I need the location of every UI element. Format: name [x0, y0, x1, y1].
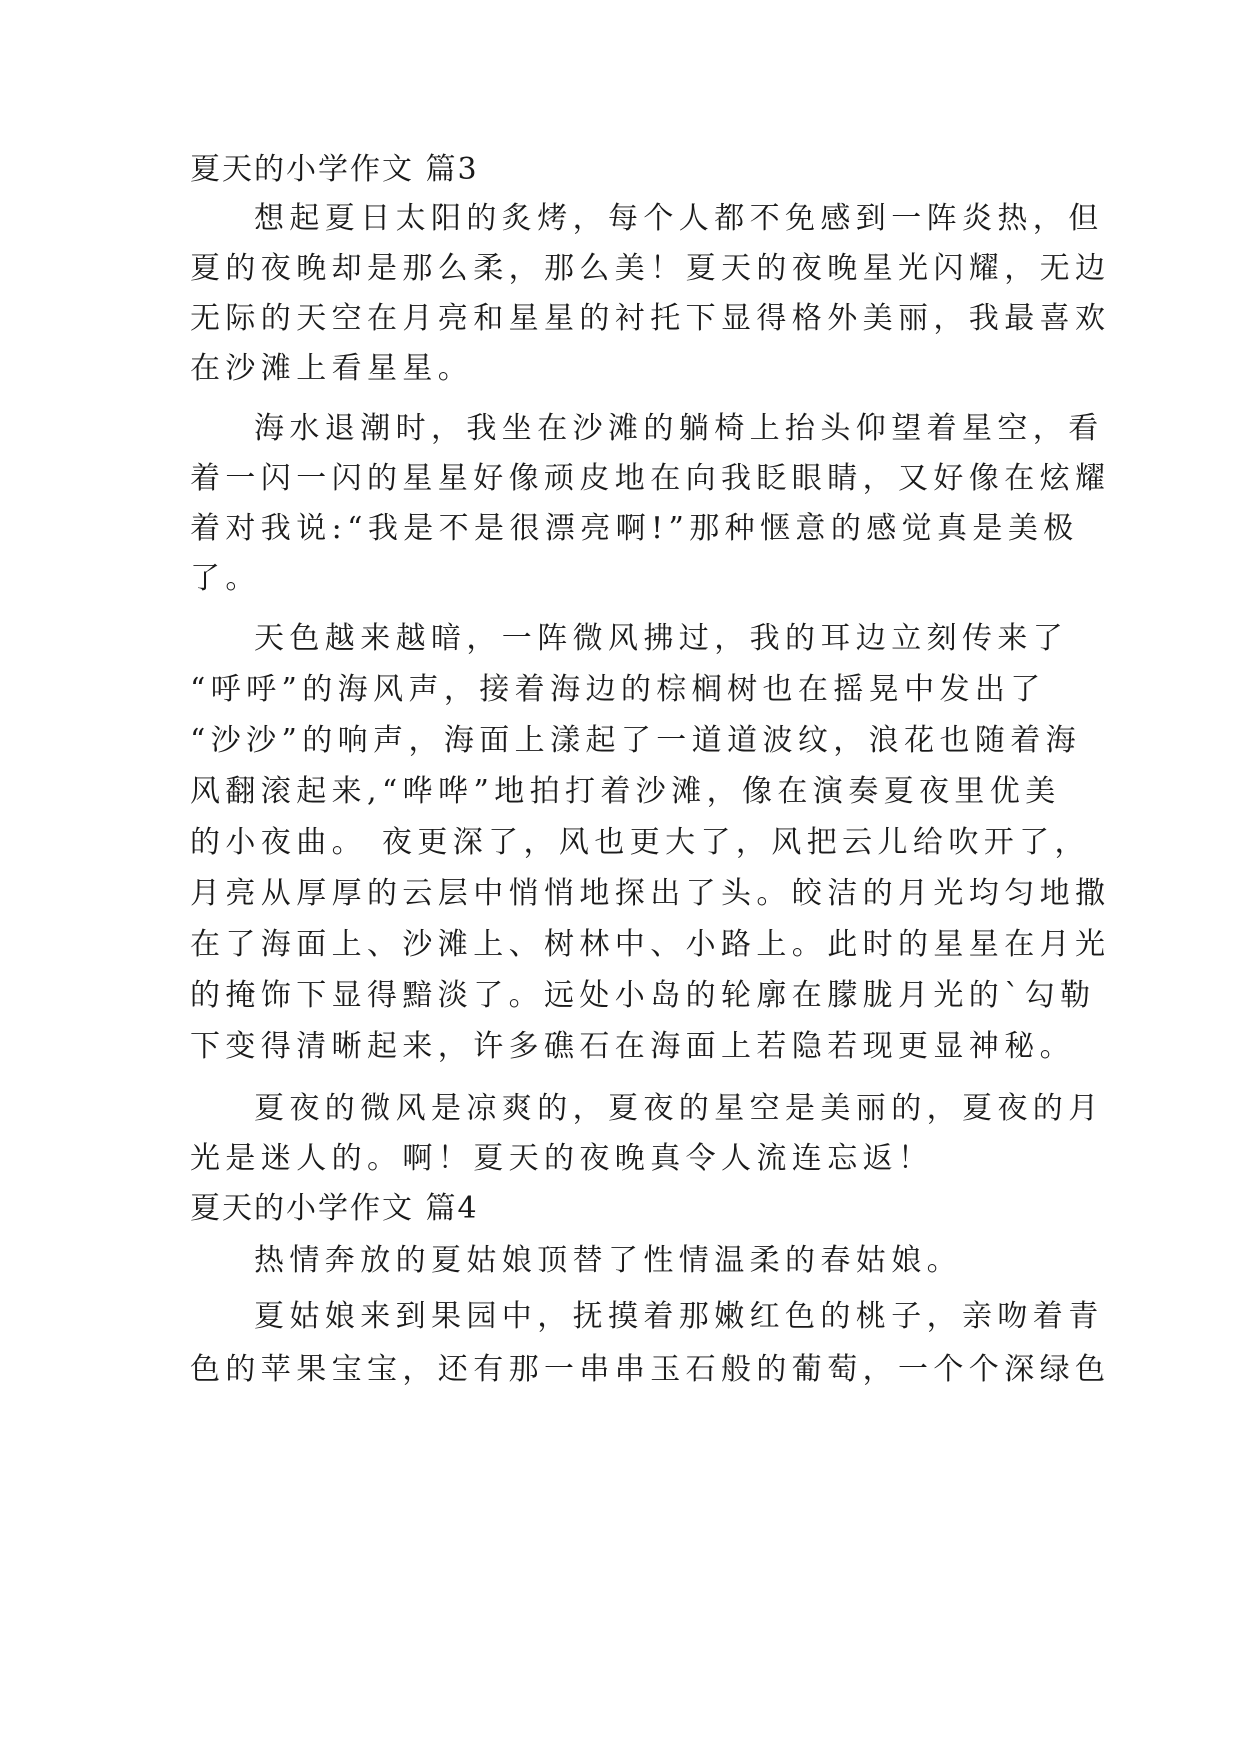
essay-4-title: 夏天的小学作文 篇4 [190, 1191, 479, 1226]
paragraph-line: “呼呼”的海风声，接着海边的棕榈树也在摇晃中发出了 [190, 672, 1046, 707]
paragraph-line: 的掩饰下显得黯淡了。远处小岛的轮廓在朦胧月光的`勾勒 [190, 978, 1096, 1013]
paragraph-line: 光是迷人的。啊！夏天的夜晚真令人流连忘返！ [190, 1141, 934, 1176]
paragraph-line: 的小夜曲。 夜更深了，风也更大了，风把云儿给吹开了， [190, 825, 1090, 860]
paragraph-line: 下变得清晰起来，许多礁石在海面上若隐若现更显神秘。 [190, 1029, 1075, 1064]
paragraph-line: 色的苹果宝宝，还有那一串串玉石般的葡萄，一个个深绿色 [190, 1352, 1111, 1387]
paragraph-line: 海水退潮时，我坐在沙滩的躺椅上抬头仰望着星空，看 [254, 411, 1104, 446]
paragraph-line: 在了海面上、沙滩上、树林中、小路上。此时的星星在月光 [190, 927, 1111, 962]
paragraph-line: 夏姑娘来到果园中，抚摸着那嫩红色的桃子，亲吻着青 [254, 1299, 1104, 1334]
paragraph-line: 想起夏日太阳的炙烤，每个人都不免感到一阵炎热，但 [254, 201, 1104, 236]
paragraph-line: 月亮从厚厚的云层中悄悄地探出了头。皎洁的月光均匀地撒 [190, 876, 1111, 911]
paragraph-line: 夏的夜晚却是那么柔，那么美！夏天的夜晚星光闪耀，无边 [190, 251, 1111, 286]
paragraph-line: 了。 [190, 561, 261, 596]
essay-3-title: 夏天的小学作文 篇3 [190, 152, 479, 187]
paragraph-line: 着对我说:“我是不是很漂亮啊!”那种惬意的感觉真是美极 [190, 511, 1079, 546]
paragraph-line: 热情奔放的夏姑娘顶替了性情温柔的春姑娘。 [254, 1243, 962, 1278]
paragraph-line: “沙沙”的响声，海面上漾起了一道道波纹，浪花也随着海 [190, 723, 1082, 758]
paragraph-line: 无际的天空在月亮和星星的衬托下显得格外美丽，我最喜欢 [190, 301, 1111, 336]
paragraph-line: 着一闪一闪的星星好像顽皮地在向我眨眼睛，又好像在炫耀 [190, 461, 1111, 496]
paragraph-line: 在沙滩上看星星。 [190, 351, 474, 386]
paragraph-line: 夏夜的微风是凉爽的，夏夜的星空是美丽的，夏夜的月 [254, 1091, 1104, 1126]
paragraph-line: 风翻滚起来,“哗哗”地拍打着沙滩，像在演奏夏夜里优美 [190, 774, 1061, 809]
paragraph-line: 天色越来越暗，一阵微风拂过，我的耳边立刻传来了 [254, 621, 1069, 656]
